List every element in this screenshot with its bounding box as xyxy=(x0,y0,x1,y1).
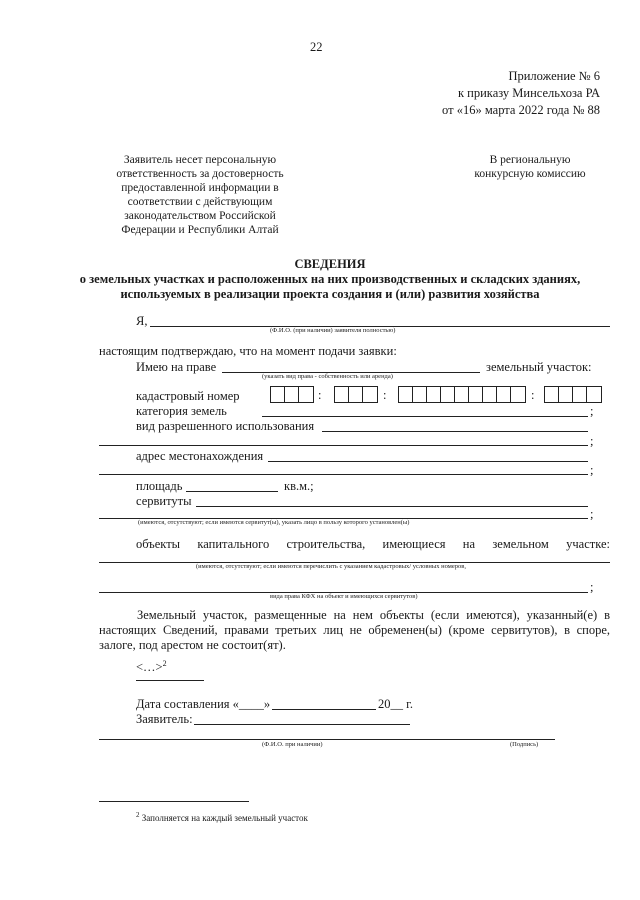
confirm-text: настоящим подтверждаю, что на момент подачи заявки: xyxy=(99,344,397,358)
note-line-5: законодательством Российской xyxy=(124,210,276,222)
usage-semicolon: ; xyxy=(590,434,594,448)
right-hint: (указать вид права - собственность или аренда) xyxy=(262,373,393,380)
area-field[interactable] xyxy=(186,491,278,492)
servitude-field[interactable] xyxy=(196,506,588,507)
address-field[interactable] xyxy=(268,461,588,462)
signature-field[interactable] xyxy=(99,739,555,740)
objects-hint: (имеются, отсутствуют; если имеются перечислить с указанием кадастровых/ условных номеров, xyxy=(196,563,466,570)
date-year: 20__ г. xyxy=(378,697,413,711)
ellipsis-note xyxy=(136,656,167,675)
note-line-6: Федерации и Республики Алтай xyxy=(121,224,279,236)
appendix-line-1: Приложение № 6 xyxy=(508,69,600,83)
statement xyxy=(99,608,610,653)
statement-line-2: настоящих Сведений, правами третьих лиц не обременен(ы) (кроме сервитутов), в споре, xyxy=(99,623,610,637)
title-sub-1: о земельных участках и расположенных на них производственных и складских зданиях, xyxy=(79,272,581,286)
category-label: категория земель xyxy=(136,404,227,418)
applicant-label: Заявитель: xyxy=(136,712,193,726)
objects-word-6: земельном xyxy=(492,537,549,551)
objects-word-7: участке: xyxy=(566,537,610,551)
cadastral-colon-1: : xyxy=(318,388,322,402)
address-label: адрес местонахождения xyxy=(136,449,264,463)
objects-word-1: объекты xyxy=(136,537,181,551)
note-line-4: соответствии с действующим xyxy=(127,196,273,208)
date-month-field[interactable] xyxy=(272,709,376,710)
statement-line-3: залоге, под арестом не состоит(ят). xyxy=(99,638,286,652)
statement-line-1: Земельный участок, размещенные на нем объекты (если имеются), указанный(е) в xyxy=(137,608,610,622)
ellipsis-line xyxy=(136,680,204,681)
note-line-1: Заявитель несет персональную xyxy=(123,154,277,166)
servitude-semicolon: ; xyxy=(590,507,594,521)
address-semicolon: ; xyxy=(590,463,594,477)
note-line-3: предоставленной информации в xyxy=(121,182,279,194)
page-number: 22 xyxy=(310,40,323,54)
fio-sign-hint: (Ф.И.О. при наличии) xyxy=(262,741,323,748)
ya-label: Я, xyxy=(136,314,148,328)
appendix-block xyxy=(300,68,600,119)
cadastral-box-2[interactable] xyxy=(334,386,378,403)
cadastral-box-4[interactable] xyxy=(544,386,602,403)
recipient-line-1: В региональную xyxy=(489,154,571,166)
area-unit: кв.м.; xyxy=(284,479,314,493)
area-label: площадь xyxy=(136,479,183,493)
appendix-line-2: к приказу Минсельхоза РА xyxy=(457,86,600,100)
objects-word-2: капитального xyxy=(197,537,270,551)
plot-label: земельный участок: xyxy=(486,360,592,374)
servitude-hint: (имеются, отсутствуют; если имеются сервитут(ы), указать лицо в пользу которого установлен(ы) xyxy=(138,519,410,526)
document-title xyxy=(40,257,620,302)
sign-hint: (Подпись) xyxy=(510,741,539,748)
footnote-mark: 2 xyxy=(136,811,140,819)
objects-label xyxy=(136,537,610,552)
title-main: СВЕДЕНИЯ xyxy=(294,257,366,271)
footnote-text: Заполняется на каждый земельный участок xyxy=(141,813,308,823)
objects-semicolon: ; xyxy=(590,580,594,594)
address-field-2[interactable] xyxy=(99,474,588,475)
cadastral-box-3[interactable] xyxy=(398,386,526,403)
title-sub-2: используемых в реализации проекта создания и (или) развития хозяйства xyxy=(120,287,540,301)
objects-word-5: на xyxy=(462,537,476,551)
recipient-block xyxy=(455,153,605,181)
note-line-2: ответственность за достоверность xyxy=(116,168,284,180)
applicant-field[interactable] xyxy=(194,724,410,725)
servitude-label: сервитуты xyxy=(136,494,192,508)
recipient-line-2: конкурсную комиссию xyxy=(474,168,586,180)
fio-hint: (Ф.И.О. (при наличии) заявителя полностью) xyxy=(270,327,396,334)
cadastral-label: кадастровый номер xyxy=(136,389,240,403)
usage-label: вид разрешенного использования xyxy=(136,419,315,433)
category-semicolon: ; xyxy=(590,404,594,418)
footnote-separator xyxy=(99,801,249,802)
usage-field[interactable] xyxy=(322,431,588,432)
date-label: Дата составления «____» xyxy=(136,697,271,711)
objects-word-4: имеющиеся xyxy=(382,537,446,551)
usage-field-2[interactable] xyxy=(99,445,588,446)
objects-word-3: строительства, xyxy=(286,537,366,551)
responsibility-note xyxy=(100,153,300,237)
cadastral-colon-2: : xyxy=(383,388,387,402)
cadastral-colon-3: : xyxy=(531,388,535,402)
ellipsis-text: <…> xyxy=(136,660,163,675)
objects-hint-2: вида права КФХ на объект и имеющихся сервитутов) xyxy=(270,593,418,600)
footnote xyxy=(136,809,308,824)
appendix-line-3: от «16» марта 2022 года № 88 xyxy=(442,103,600,117)
category-field[interactable] xyxy=(262,416,588,417)
cadastral-box-1[interactable] xyxy=(270,386,314,403)
right-label: Имею на праве xyxy=(136,360,217,374)
ellipsis-footnote-ref: 2 xyxy=(162,659,167,668)
